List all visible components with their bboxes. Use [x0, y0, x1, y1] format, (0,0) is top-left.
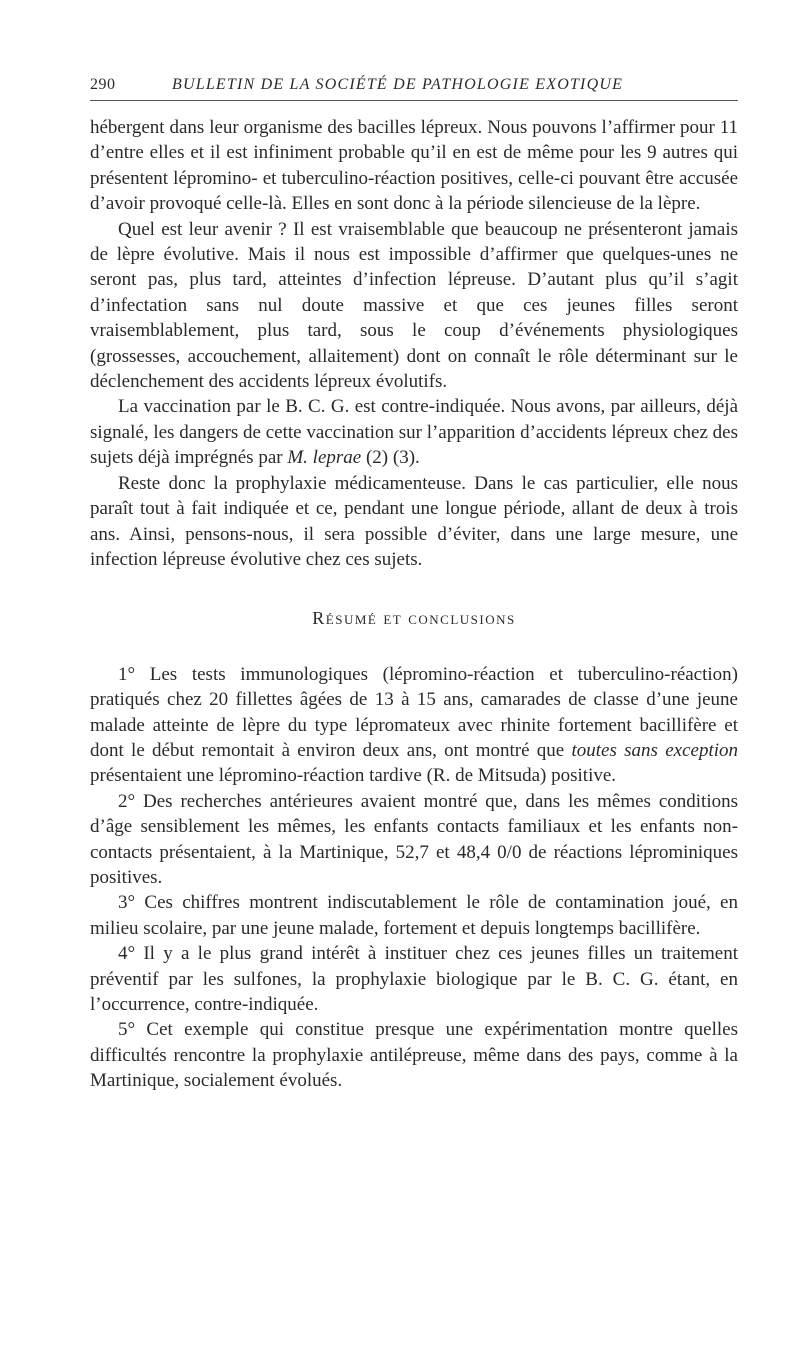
section-heading: Résumé et conclusions [312, 608, 516, 629]
paragraph-3-text-a: La vaccination par le B. C. G. est contre-indiquée. Nous avons, par ailleurs, déjà signalé, les dangers de cette vaccination sur l’apparition d’accidents lépreux chez des sujets déjà imprégnés par [90, 396, 738, 469]
journal-title: BULLETIN DE LA SOCIÉTÉ DE PATHOLOGIE EXOTIQUE [172, 76, 624, 93]
conclusion-1 [90, 662, 738, 789]
conclusion-1-emphasis: toutes sans exception [571, 739, 739, 761]
paragraph-1: hébergent dans leur organisme des bacilles lépreux. Nous pouvons l’affirmer pour 11 d’entre elles et il est infiniment probable qu’il en est de même pour les 9 autres qui présentent lépromino- et tuberculino-réaction positives, celle-ci pouvant être accusée d’avoir provoqué celle-là. Elles en sont donc à la période silencieuse de la lèpre. [90, 117, 738, 215]
conclusion-3: 3° Ces chiffres montrent indiscutablement le rôle de contamination joué, en milieu scolaire, par une jeune malade, fortement et depuis longtemps bacillifère. [90, 892, 738, 939]
conclusions-list [90, 662, 738, 1094]
conclusion-1-text-a: 1° Les tests immunologiques (lépromino-réaction et tuberculino-réaction) pratiqués chez 20 fillettes âgées de 13 à 15 ans, camarades de classe d’une jeune malade atteinte de lèpre du type lépromateux avec rhinite fortement bacillifère et dont le début remontait à environ deux ans, ont montré que [90, 663, 738, 761]
article-body [90, 115, 738, 1094]
running-head [90, 70, 738, 101]
page [90, 70, 738, 1094]
conclusion-4: 4° Il y a le plus grand intérêt à instituer chez ces jeunes filles un traitement préventif par les sulfones, la prophylaxie biologique par le B. C. G. étant, en l’occurrence, contre-indiquée. [90, 943, 738, 1015]
page-number: 290 [90, 76, 116, 93]
conclusion-1-text-b: présentaient une lépromino-réaction tardive (R. de Mitsuda) positive. [90, 765, 617, 787]
species-name: M. leprae [287, 447, 362, 469]
conclusion-5: 5° Cet exemple qui constitue presque une expérimentation montre quelles difficultés rencontre la prophylaxie antilépreuse, même dans des pays, comme à la Martinique, socialement évolués. [90, 1019, 738, 1092]
paragraph-3 [90, 394, 738, 470]
paragraph-3-text-b: (2) (3). [361, 447, 420, 469]
conclusion-2: 2° Des recherches antérieures avaient montré que, dans les mêmes conditions d’âge sensiblement les mêmes, les enfants contacts familiaux et les enfants non-contacts présentaient, à la Martinique, 52,7 et 48,4 0/0 de réactions léprominiques positives. [90, 790, 738, 888]
paragraph-4: Reste donc la prophylaxie médicamenteuse. Dans le cas particulier, elle nous paraît tout à fait indiquée et ce, pendant une longue période, allant de deux à trois ans. Ainsi, pensons-nous, il sera possible d’éviter, dans une large mesure, une infection lépreuse évolutive chez ces sujets. [90, 472, 738, 570]
paragraph-2: Quel est leur avenir ? Il est vraisemblable que beaucoup ne présenteront jamais de lèpre évolutive. Mais il nous est impossible d’affirmer que quelques-unes ne seront pas, plus tard, atteintes d’infection lépreuse. D’autant plus qu’il s’agit d’infectation sans nul doute massive et que ces jeunes filles seront vraisemblablement, plus tard, sous le coup d’événements physiologiques (grossesses, accouchement, allaitement) dont on connaît le rôle déterminant sur le déclenchement des accidents lépreux évolutifs. [90, 218, 738, 393]
